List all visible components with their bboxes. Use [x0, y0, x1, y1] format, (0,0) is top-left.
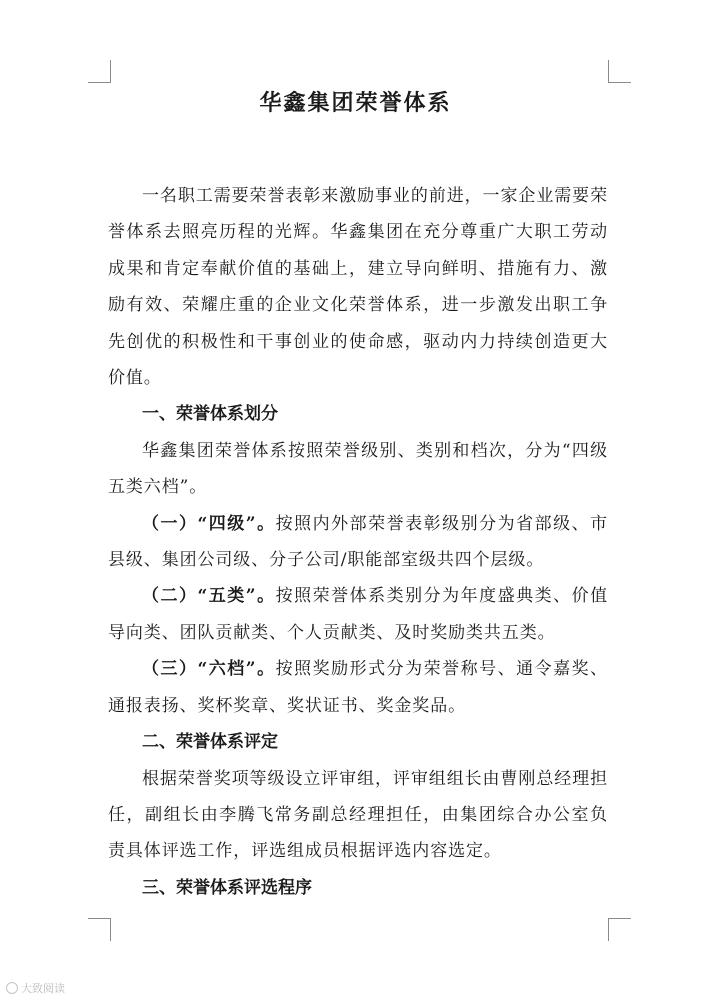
item-lead: （一）“四级”。 [142, 513, 276, 534]
document-title: 华鑫集团荣誉体系 [259, 91, 452, 116]
division-item-five-categories [108, 578, 608, 651]
division-item-six-grades [108, 651, 608, 724]
division-paragraph: 华鑫集团荣誉体系按照荣誉级别、类别和档次，分为“四级五类六档”。 [108, 440, 608, 498]
crop-mark-top-right [608, 60, 631, 83]
evaluation-paragraph: 根据荣誉奖项等级设立评审组，评审组组长由曹刚总经理担任，副组长由李腾飞常务副总经理担任，由集团综合办公室负责具体评选工作，评选组成员根据评选内容选定。 [108, 768, 608, 862]
item-lead: （二）“五类”。 [142, 586, 276, 607]
section-heading-procedure: 三、荣誉体系评选程序 [142, 877, 312, 898]
item-lead: （三）“六档”。 [142, 659, 276, 680]
item-text: 按照荣誉体系类别分为年度盛典类、价值导向类、团队贡献类、个人贡献类、及时奖励类共五类。 [108, 586, 608, 643]
item-text: 按照奖励形式分为荣誉称号、通令嘉奖、通报表扬、奖杯奖章、奖状证书、奖金奖品。 [108, 659, 608, 716]
section-heading-evaluation: 二、荣誉体系评定 [142, 732, 278, 753]
watermark-text: 大致阅读 [21, 982, 65, 995]
intro-paragraph: 一名职工需要荣誉表彰来激励事业的前进，一家企业需要荣誉体系去照亮历程的光辉。华鑫集团在充分尊重广大职工劳动成果和肯定奉献价值的基础上，建立导向鲜明、措施有力、激励有效、荣耀庄重的企业文化荣誉体系，进一步激发出职工争先创优的积极性和干事创业的使命感，驱动内力持续创造更大价值。 [108, 186, 608, 389]
division-item-four-levels [108, 506, 608, 579]
crop-mark-bottom-right [608, 918, 631, 941]
crop-mark-top-left [88, 60, 111, 83]
item-text: 按照内外部荣誉表彰级别分为省部级、市县级、集团公司级、分子公司/职能部室级共四个层级。 [108, 513, 608, 571]
document-body [108, 178, 608, 906]
watermark [6, 980, 65, 996]
crop-mark-bottom-left [88, 918, 111, 941]
section-heading-division: 一、荣誉体系划分 [142, 404, 278, 425]
logo-icon [6, 982, 18, 994]
